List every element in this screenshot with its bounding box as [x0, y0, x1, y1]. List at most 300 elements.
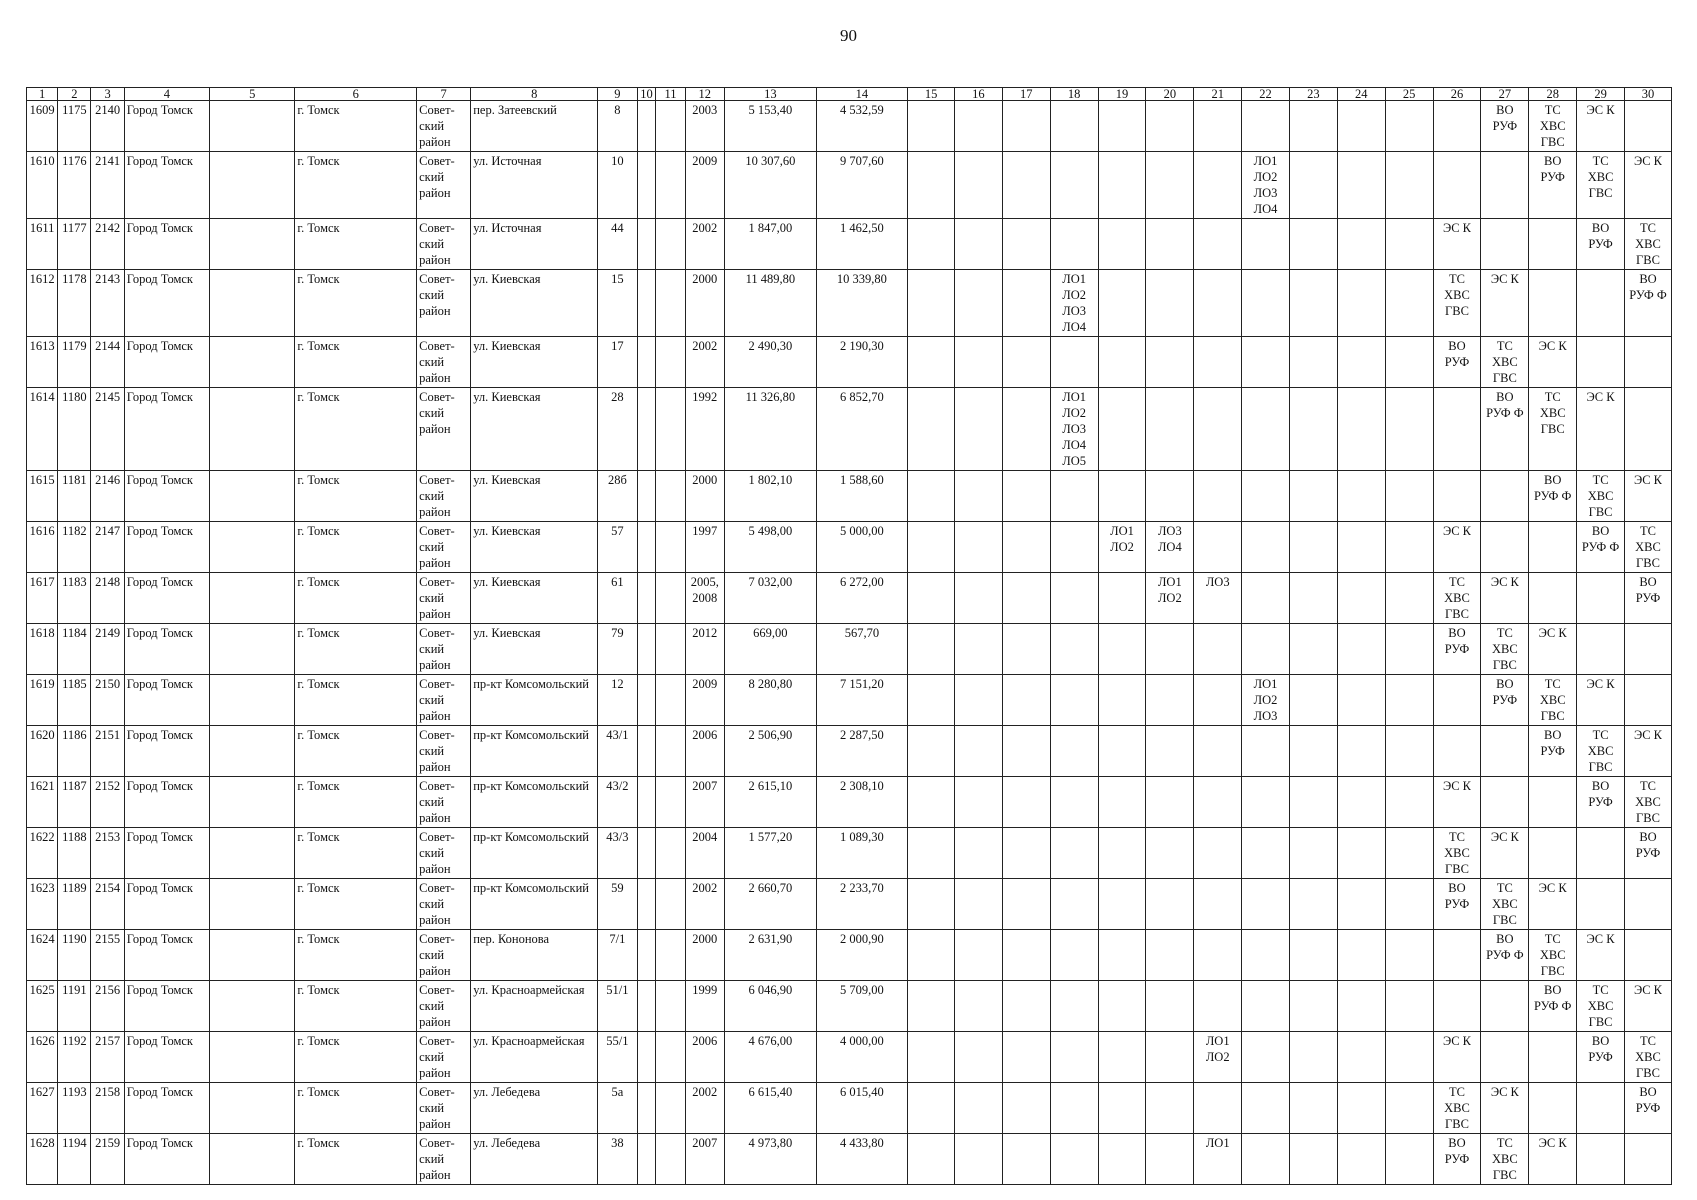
cell-line: ХВС: [1492, 355, 1518, 369]
table-cell: 1613: [27, 337, 58, 388]
table-cell: [1385, 270, 1433, 337]
table-cell: [1481, 726, 1529, 777]
table-cell: 2 308,10: [816, 777, 908, 828]
table-cell: Город Томск: [124, 152, 209, 219]
table-cell: [1194, 981, 1242, 1032]
table-cell: [637, 471, 656, 522]
cell-line: ЛО1: [1157, 575, 1182, 589]
table-cell: [637, 522, 656, 573]
table-cell: [1098, 1083, 1146, 1134]
table-cell: Город Томск: [124, 675, 209, 726]
table-cell: [1098, 879, 1146, 930]
table-cell: [908, 522, 955, 573]
cell-line: ский: [419, 540, 445, 554]
table-cell: [1289, 1032, 1337, 1083]
table-cell: [1481, 1032, 1529, 1083]
table-cell: Город Томск: [124, 573, 209, 624]
table-cell: [1242, 624, 1290, 675]
cell-line: Совет-: [419, 575, 455, 589]
table-cell: [637, 828, 656, 879]
cell-line: Совет-: [419, 1085, 455, 1099]
table-cell: ЭС К: [1481, 828, 1529, 879]
page-number: 90: [840, 26, 857, 45]
table-row: [27, 270, 1672, 337]
table-cell: 2 000,90: [816, 930, 908, 981]
table-cell: [1098, 152, 1146, 219]
table-cell: [1577, 777, 1625, 828]
table-cell: [1289, 624, 1337, 675]
table-cell: [637, 219, 656, 270]
cell-line: ХВС: [1635, 1050, 1661, 1064]
table-cell: [656, 879, 685, 930]
table-cell: 2144: [91, 337, 124, 388]
table-cell: г. Томск: [295, 1083, 417, 1134]
cell-line: Совет-: [419, 473, 455, 487]
cell-line: РУФ: [1540, 170, 1565, 184]
table-cell: 2152: [91, 777, 124, 828]
table-cell: ЭС К: [1481, 270, 1529, 337]
cell-line: ский: [419, 999, 445, 1013]
table-cell: 1625: [27, 981, 58, 1032]
table-cell: [656, 1134, 685, 1185]
table-cell: 1182: [58, 522, 91, 573]
table-cell: Город Томск: [124, 879, 209, 930]
cell-line: ский: [419, 119, 445, 133]
column-number-header: 15: [908, 88, 955, 101]
table-cell: [908, 777, 955, 828]
table-cell: [1529, 522, 1577, 573]
cell-line: ТС: [1640, 221, 1656, 235]
table-cell: 1 847,00: [725, 219, 817, 270]
table-cell: 2146: [91, 471, 124, 522]
table-cell: [1050, 101, 1098, 152]
table-cell: [1098, 388, 1146, 471]
table-cell: 1992: [685, 388, 725, 471]
table-cell: ЭС К: [1433, 1032, 1481, 1083]
table-cell: [1385, 573, 1433, 624]
table-cell: [1385, 337, 1433, 388]
table-cell: Город Томск: [124, 930, 209, 981]
table-cell: [1194, 101, 1242, 152]
cell-line: район: [419, 913, 451, 927]
cell-line: ТС: [1640, 1034, 1656, 1048]
column-number-header: 22: [1242, 88, 1290, 101]
table-cell: 2009: [685, 675, 725, 726]
table-cell: [1289, 219, 1337, 270]
cell-line: ГВС: [1492, 1168, 1517, 1182]
table-cell: [1625, 337, 1672, 388]
table-cell: [908, 101, 955, 152]
table-cell: 1626: [27, 1032, 58, 1083]
table-cell: 4 000,00: [816, 1032, 908, 1083]
table-cell: [1146, 471, 1194, 522]
table-cell: 1 577,20: [725, 828, 817, 879]
cell-line: Совет-: [419, 779, 455, 793]
cell-line: ВО: [1591, 779, 1610, 793]
table-cell: 1 588,60: [816, 471, 908, 522]
table-cell: [1529, 471, 1577, 522]
table-cell: [1289, 101, 1337, 152]
table-cell: [1242, 981, 1290, 1032]
cell-line: район: [419, 964, 451, 978]
table-cell: ЭС К: [1625, 152, 1672, 219]
cell-line: ВО: [1448, 339, 1466, 353]
table-cell: 1612: [27, 270, 58, 337]
table-cell: [1289, 152, 1337, 219]
table-cell: [954, 337, 1002, 388]
cell-line: район: [419, 1066, 451, 1080]
cell-line: ХВС: [1444, 288, 1470, 302]
table-cell: 5 000,00: [816, 522, 908, 573]
cell-line: ский: [419, 897, 445, 911]
table-cell: 2007: [685, 1134, 725, 1185]
cell-line: ГВС: [1445, 862, 1469, 876]
table-cell: [417, 522, 471, 573]
table-cell: [637, 981, 656, 1032]
table-cell: [1194, 219, 1242, 270]
cell-line: ГВС: [1588, 505, 1613, 519]
table-cell: 12: [598, 675, 638, 726]
table-cell: [1289, 522, 1337, 573]
table-cell: [1098, 522, 1146, 573]
table-cell: [1577, 1032, 1625, 1083]
cell-line: ТС: [1496, 1136, 1513, 1150]
table-cell: [210, 1134, 295, 1185]
cell-line: ский: [419, 288, 445, 302]
column-number-header: 23: [1289, 88, 1337, 101]
cell-line: ГВС: [1445, 607, 1469, 621]
table-cell: [1577, 879, 1625, 930]
cell-line: ХВС: [1587, 744, 1614, 758]
cell-line: Совет-: [419, 881, 455, 895]
table-cell: [1337, 1083, 1385, 1134]
table-cell: [1385, 981, 1433, 1032]
table-cell: [1194, 471, 1242, 522]
cell-line: ский: [419, 355, 445, 369]
cell-line: ХВС: [1635, 795, 1661, 809]
table-cell: [1481, 981, 1529, 1032]
table-cell: 2156: [91, 981, 124, 1032]
table-cell: [1146, 388, 1194, 471]
table-cell: [1050, 522, 1098, 573]
cell-line: ГВС: [1588, 1015, 1613, 1029]
table-cell: [1050, 981, 1098, 1032]
cell-line: ЛО4: [1157, 540, 1182, 554]
table-cell: [1098, 337, 1146, 388]
table-cell: [1577, 1083, 1625, 1134]
cell-line: ГВС: [1492, 658, 1517, 672]
table-cell: г. Томск: [295, 337, 417, 388]
table-cell: 2 490,30: [725, 337, 817, 388]
cell-line: ХВС: [1635, 237, 1661, 251]
table-cell: Город Томск: [124, 270, 209, 337]
table-cell: [1002, 1134, 1050, 1185]
table-cell: Город Томск: [124, 471, 209, 522]
table-cell: [1146, 270, 1194, 337]
cell-line: ский: [419, 237, 445, 251]
table-cell: ул. Киевская: [471, 388, 598, 471]
table-cell: [1385, 879, 1433, 930]
table-cell: [1385, 101, 1433, 152]
cell-line: РУФ: [1444, 355, 1470, 369]
table-cell: ЭС К: [1481, 573, 1529, 624]
cell-line: ВО: [1639, 1085, 1657, 1099]
table-cell: [1529, 1032, 1577, 1083]
table-cell: [1337, 1032, 1385, 1083]
table-cell: 1617: [27, 573, 58, 624]
cell-line: РУФ: [1492, 119, 1518, 133]
column-number-header: 6: [295, 88, 417, 101]
table-cell: [1242, 152, 1290, 219]
cell-line: район: [419, 811, 451, 825]
table-cell: 2012: [685, 624, 725, 675]
table-cell: [1098, 101, 1146, 152]
table-cell: [908, 152, 955, 219]
table-cell: [1098, 219, 1146, 270]
table-cell: 2 631,90: [725, 930, 817, 981]
table-cell: [1433, 388, 1481, 471]
table-cell: [1433, 1134, 1481, 1185]
table-cell: [908, 981, 955, 1032]
table-cell: [656, 522, 685, 573]
table-cell: [1289, 828, 1337, 879]
table-cell: [656, 1032, 685, 1083]
table-cell: 38: [598, 1134, 638, 1185]
cell-line: Совет-: [419, 524, 455, 538]
table-cell: Город Томск: [124, 1134, 209, 1185]
cell-line: Совет-: [419, 677, 455, 691]
cell-line: ВО: [1544, 154, 1562, 168]
table-cell: [656, 337, 685, 388]
table-cell: [1002, 930, 1050, 981]
table-cell: [1433, 828, 1481, 879]
table-cell: 1178: [58, 270, 91, 337]
table-cell: [417, 828, 471, 879]
table-cell: [1002, 270, 1050, 337]
cell-line: ГВС: [1636, 1066, 1660, 1080]
table-cell: г. Томск: [295, 1032, 417, 1083]
table-cell: [637, 777, 656, 828]
table-cell: [1098, 777, 1146, 828]
table-cell: [1194, 1032, 1242, 1083]
table-row: [27, 522, 1672, 573]
table-cell: 28: [598, 388, 638, 471]
table-cell: 6 615,40: [725, 1083, 817, 1134]
table-cell: [637, 624, 656, 675]
table-cell: [417, 270, 471, 337]
cell-line: ТС: [1449, 830, 1465, 844]
table-cell: [210, 1032, 295, 1083]
table-cell: [1242, 101, 1290, 152]
table-cell: 1610: [27, 152, 58, 219]
table-cell: [1337, 337, 1385, 388]
cell-line: ТС: [1496, 881, 1513, 895]
cell-line: район: [419, 371, 451, 385]
housing-register-table: [26, 87, 1672, 1185]
cell-line: Совет-: [419, 103, 455, 117]
table-cell: [1577, 726, 1625, 777]
table-cell: [1146, 675, 1194, 726]
table-cell: [1146, 152, 1194, 219]
table-cell: 4 532,59: [816, 101, 908, 152]
table-cell: Город Томск: [124, 219, 209, 270]
table-cell: [1194, 522, 1242, 573]
table-cell: [1002, 879, 1050, 930]
table-cell: [417, 219, 471, 270]
table-cell: [1050, 1134, 1098, 1185]
table-cell: [1242, 1134, 1290, 1185]
cell-line: ЛО2: [1205, 1050, 1230, 1064]
table-cell: 59: [598, 879, 638, 930]
table-cell: [637, 337, 656, 388]
table-cell: 15: [598, 270, 638, 337]
table-cell: 10 307,60: [725, 152, 817, 219]
table-cell: 2148: [91, 573, 124, 624]
table-cell: [1337, 624, 1385, 675]
cell-line: ВО: [1544, 473, 1562, 487]
cell-line: ХВС: [1492, 642, 1518, 656]
cell-line: ТС: [1640, 779, 1656, 793]
cell-line: ский: [419, 406, 445, 420]
table-cell: [417, 675, 471, 726]
table-row: [27, 828, 1672, 879]
table-cell: 7/1: [598, 930, 638, 981]
table-cell: [210, 219, 295, 270]
table-cell: ЭС К: [1529, 337, 1577, 388]
table-cell: [908, 930, 955, 981]
table-cell: [1050, 1032, 1098, 1083]
table-cell: [1433, 930, 1481, 981]
table-cell: 2 660,70: [725, 879, 817, 930]
table-cell: [1242, 930, 1290, 981]
table-cell: [1002, 828, 1050, 879]
table-cell: [908, 1032, 955, 1083]
table-cell: [417, 1032, 471, 1083]
table-cell: [1194, 828, 1242, 879]
cell-line: район: [419, 135, 451, 149]
table-row: [27, 101, 1672, 152]
table-cell: [1050, 337, 1098, 388]
table-cell: г. Томск: [295, 219, 417, 270]
table-cell: [1337, 981, 1385, 1032]
cell-line: ХВС: [1539, 693, 1566, 707]
column-number-header: 4: [124, 88, 209, 101]
table-cell: [1002, 1032, 1050, 1083]
table-cell: 4 973,80: [725, 1134, 817, 1185]
cell-line: ГВС: [1636, 811, 1660, 825]
cell-line: РУФ Ф: [1533, 999, 1572, 1013]
table-cell: 1175: [58, 101, 91, 152]
table-cell: [1194, 777, 1242, 828]
table-cell: [1002, 981, 1050, 1032]
cell-line: РУФ Ф: [1629, 288, 1667, 302]
table-cell: [1433, 471, 1481, 522]
table-cell: 1189: [58, 879, 91, 930]
table-cell: 9 707,60: [816, 152, 908, 219]
table-cell: [1385, 675, 1433, 726]
column-number-header: 28: [1529, 88, 1577, 101]
table-cell: [210, 1083, 295, 1134]
cell-line: ХВС: [1492, 897, 1518, 911]
table-cell: пер. Затеевский: [471, 101, 598, 152]
cell-line: ВО: [1639, 830, 1657, 844]
cell-line: ХВС: [1444, 1101, 1470, 1115]
table-cell: [1481, 879, 1529, 930]
cell-line: ГВС: [1588, 760, 1613, 774]
table-cell: [210, 777, 295, 828]
table-cell: [210, 152, 295, 219]
table-cell: [908, 573, 955, 624]
table-cell: пр-кт Комсомольский: [471, 777, 598, 828]
table-cell: [1050, 879, 1098, 930]
table-cell: г. Томск: [295, 471, 417, 522]
table-cell: [1337, 828, 1385, 879]
table-cell: [210, 828, 295, 879]
table-cell: [1529, 726, 1577, 777]
table-cell: ЭС К: [1577, 675, 1625, 726]
column-number-header: 7: [417, 88, 471, 101]
table-cell: ЭС К: [1433, 522, 1481, 573]
table-cell: [954, 270, 1002, 337]
table-cell: [1002, 219, 1050, 270]
table-cell: [1577, 573, 1625, 624]
cell-line: ХВС: [1635, 540, 1661, 554]
cell-line: РУФ: [1444, 897, 1470, 911]
table-cell: [954, 101, 1002, 152]
table-cell: [656, 270, 685, 337]
table-cell: [637, 1134, 656, 1185]
table-cell: [1337, 1134, 1385, 1185]
table-cell: [1625, 522, 1672, 573]
table-cell: ЭС К: [1577, 101, 1625, 152]
table-cell: [1098, 1032, 1146, 1083]
table-cell: [1242, 388, 1290, 471]
table-cell: 1619: [27, 675, 58, 726]
table-cell: [1433, 337, 1481, 388]
table-cell: 7 151,20: [816, 675, 908, 726]
table-cell: [1337, 879, 1385, 930]
cell-line: РУФ Ф: [1486, 948, 1524, 962]
table-cell: [417, 101, 471, 152]
table-cell: 1614: [27, 388, 58, 471]
table-cell: [656, 1083, 685, 1134]
cell-line: Совет-: [419, 339, 455, 353]
table-cell: г. Томск: [295, 270, 417, 337]
table-cell: [1194, 930, 1242, 981]
cell-line: ский: [419, 170, 445, 184]
table-cell: [1481, 101, 1529, 152]
table-cell: [1098, 981, 1146, 1032]
table-cell: ул. Лебедева: [471, 1083, 598, 1134]
cell-line: ский: [419, 642, 445, 656]
cell-line: РУФ: [1444, 642, 1470, 656]
table-cell: [1002, 337, 1050, 388]
table-cell: 2147: [91, 522, 124, 573]
table-cell: 2159: [91, 1134, 124, 1185]
column-number-header: 25: [1385, 88, 1433, 101]
table-cell: Город Томск: [124, 388, 209, 471]
column-number-header: 5: [210, 88, 295, 101]
table-cell: [1625, 624, 1672, 675]
table-cell: [1002, 388, 1050, 471]
table-cell: [1529, 930, 1577, 981]
table-cell: [1529, 981, 1577, 1032]
cell-line: ский: [419, 948, 445, 962]
table-cell: [685, 573, 725, 624]
table-cell: [1002, 624, 1050, 675]
table-cell: [1242, 777, 1290, 828]
table-cell: [1146, 624, 1194, 675]
